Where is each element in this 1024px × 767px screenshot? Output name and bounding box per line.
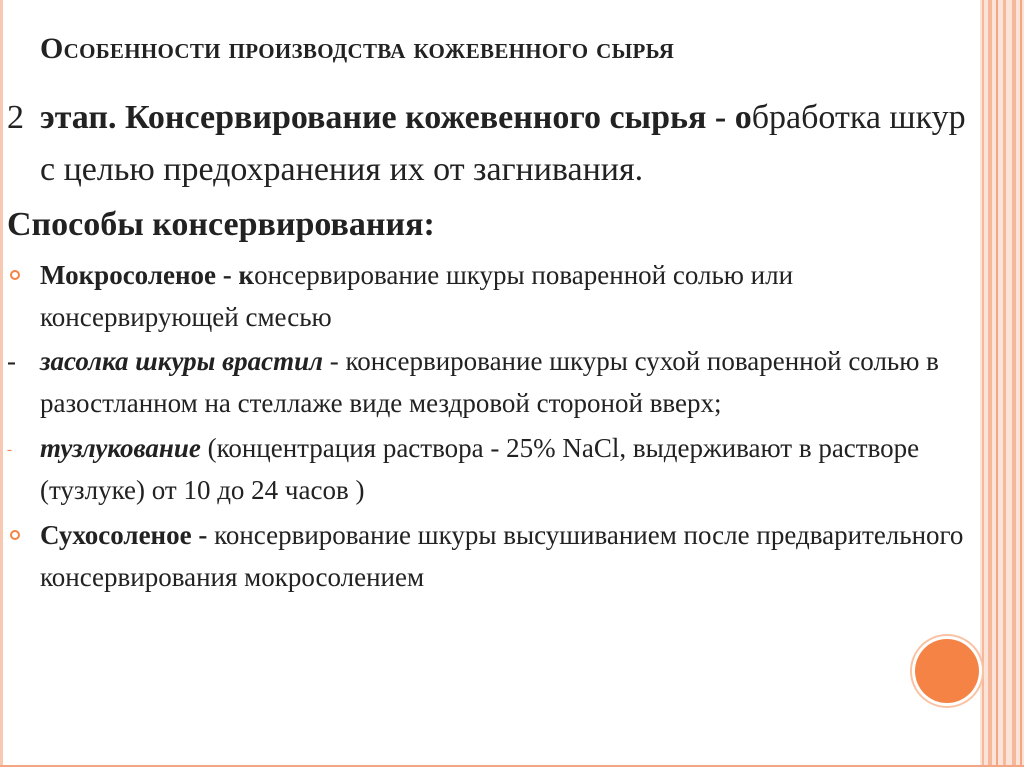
stage-number: 2	[7, 99, 24, 136]
decor-stripe	[1020, 0, 1022, 767]
methods-heading-text: Способы консервирования:	[7, 206, 435, 243]
decor-stripe	[988, 0, 992, 767]
list-item	[7, 514, 977, 598]
stage-heading: этап. Консервирование кожевенного сырья -	[40, 99, 727, 136]
item-italic: засолка шкуры врастил	[40, 346, 323, 376]
stage-definition: бработка шкур с целью предохранения их от загнивания.	[40, 99, 966, 188]
list-item	[7, 254, 977, 338]
item-text: (концентрация раствора - 25% NaCl, выдерживают в растворе (тузлуке) от 10 до 24 часов )	[40, 433, 920, 505]
left-decor-stripe	[0, 0, 3, 767]
decor-stripe	[1012, 0, 1016, 767]
decor-circle	[915, 639, 979, 703]
stage-def-first: о	[734, 99, 752, 136]
slide-title: Особенности производства кожевенного сырья	[40, 32, 675, 65]
item-text: онсервирование шкуры поваренной солью или консервирующей смесью	[40, 260, 794, 332]
item-prefix	[7, 340, 40, 382]
item-text: - консервирование шкуры сухой поваренной солью в разостланном на стеллаже виде мездровой стороной вверх;	[40, 346, 939, 418]
item-prefix-text: -	[7, 346, 16, 376]
bullet-icon	[10, 270, 20, 280]
decor-stripe	[1003, 0, 1006, 767]
right-decor-band	[980, 0, 1024, 767]
decor-stripe	[996, 0, 998, 767]
list-item	[7, 427, 977, 511]
item-bold: Мокросоленое - к	[40, 260, 255, 290]
item-italic: тузлукование	[40, 433, 201, 463]
item-prefix: -	[7, 442, 12, 458]
item-bold: Сухосоленое -	[40, 520, 215, 550]
methods-heading	[7, 199, 977, 251]
stage-paragraph	[7, 92, 977, 196]
slide-content	[7, 92, 977, 598]
item-text: консервирование шкуры высушиванием после предварительного консервирования мокросолением	[40, 520, 964, 592]
list-item	[7, 340, 977, 424]
decor-stripe	[982, 0, 984, 767]
bullet-icon	[10, 530, 20, 540]
